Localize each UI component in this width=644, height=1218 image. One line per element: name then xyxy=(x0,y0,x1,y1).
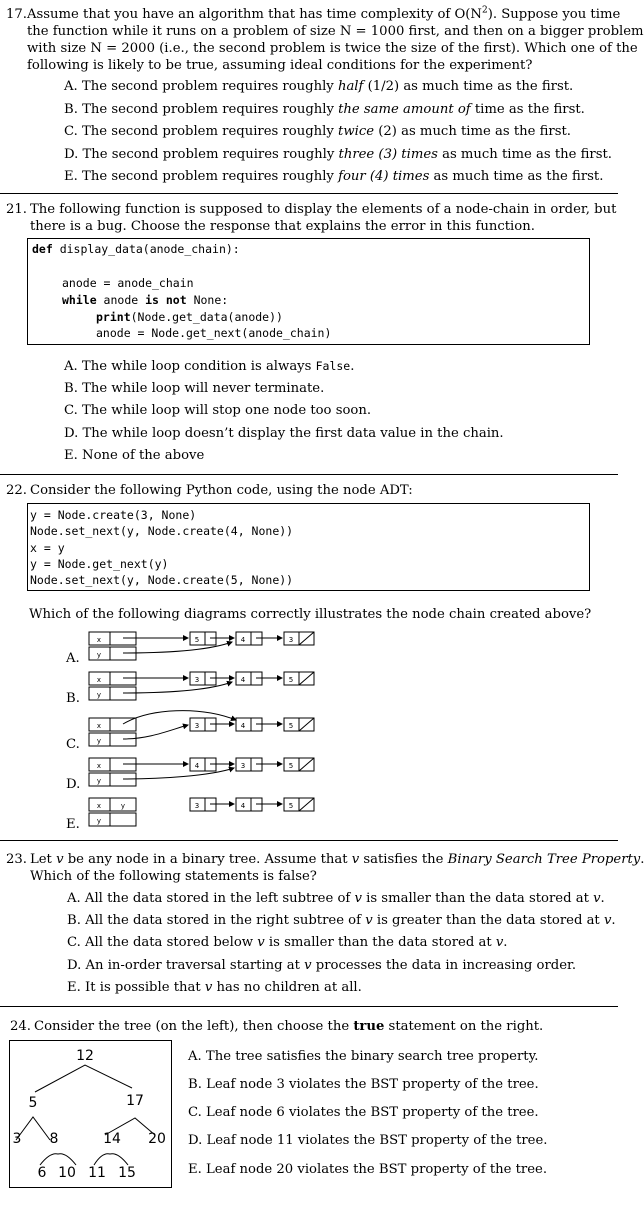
node-value: 5 xyxy=(288,802,294,810)
var-label: x xyxy=(96,636,102,644)
tree-node: 6 xyxy=(37,1165,47,1181)
diagram-b xyxy=(89,672,314,700)
question-17-number: 17. xyxy=(6,7,27,22)
binary-tree-diagram xyxy=(0,1040,180,1190)
node-value: 4 xyxy=(194,762,200,770)
q17-option-e[interactable]: E. The second problem requires roughly four (4) times as much time as the first. xyxy=(64,169,604,184)
divider xyxy=(0,1006,618,1007)
var-label: x xyxy=(96,722,102,730)
divider xyxy=(0,474,618,475)
diagram-e xyxy=(89,798,314,826)
diagram-c xyxy=(89,711,314,746)
q23-option-b[interactable]: B. All the data stored in the right subtree of v is greater than the data stored at v. xyxy=(67,913,616,928)
tree-node: 17 xyxy=(126,1093,144,1109)
code-line: anode = anode_chain xyxy=(62,276,194,290)
tree-node: 5 xyxy=(28,1095,38,1111)
code-block xyxy=(27,503,590,591)
q23-option-e[interactable]: E. It is possible that v has no children at all. xyxy=(67,980,362,995)
q17-option-b[interactable]: B. The second problem requires roughly the same amount of time as the first. xyxy=(64,102,585,117)
var-label: x xyxy=(96,676,102,684)
q24-option-a[interactable]: A. The tree satisfies the binary search tree property. xyxy=(188,1049,539,1064)
var-label: x xyxy=(96,802,102,810)
node-value: 4 xyxy=(240,676,246,684)
q24-option-d[interactable]: D. Leaf node 11 violates the BST property of the tree. xyxy=(188,1133,548,1148)
code-line: print(Node.get_data(anode)) xyxy=(96,310,283,324)
code-line: anode = Node.get_next(anode_chain) xyxy=(96,326,332,340)
var-label: y xyxy=(120,802,126,810)
code-line: while anode is not None: xyxy=(62,293,229,307)
q24-option-e[interactable]: E. Leaf node 20 violates the BST property of the tree. xyxy=(188,1162,548,1177)
node-value: 5 xyxy=(194,636,200,644)
question-23-number: 23. xyxy=(6,852,27,867)
divider xyxy=(0,840,618,841)
tree-node: 3 xyxy=(12,1131,22,1147)
diagram-d xyxy=(89,758,314,786)
q21-option-b[interactable]: B. The while loop will never terminate. xyxy=(64,381,325,396)
q23-option-c[interactable]: C. All the data stored below v is smaller than the data stored at v. xyxy=(67,935,508,950)
tree-node: 8 xyxy=(49,1131,59,1147)
var-label: y xyxy=(96,651,102,659)
node-value: 3 xyxy=(194,676,200,684)
code-line: y = Node.get_next(y) xyxy=(30,557,169,571)
code-line: def display_data(anode_chain): xyxy=(32,242,240,256)
q23-option-a[interactable]: A. All the data stored in the left subtree of v is smaller than the data stored at v. xyxy=(67,891,605,906)
q17-option-a[interactable]: A. The second problem requires roughly half (1/2) as much time as the first. xyxy=(64,79,574,94)
diagram-a xyxy=(89,632,314,660)
node-value: 5 xyxy=(288,722,294,730)
q22-option-c-label[interactable]: C. xyxy=(66,737,80,752)
q22-option-a-label[interactable]: A. xyxy=(66,651,80,666)
q21-option-e[interactable]: E. None of the above xyxy=(64,448,205,463)
code-line: Node.set_next(y, Node.create(5, None)) xyxy=(30,573,294,587)
node-value: 3 xyxy=(194,722,200,730)
q22-option-e-label[interactable]: E. xyxy=(66,817,80,832)
q22-option-b-label[interactable]: B. xyxy=(66,691,80,706)
tree-node: 10 xyxy=(58,1165,76,1181)
q23-option-d[interactable]: D. An in-order traversal starting at v processes the data in increasing order. xyxy=(67,958,577,973)
node-value: 3 xyxy=(240,762,246,770)
question-17-line-4: following is likely to be true, assuming ideal conditions for the experiment? xyxy=(27,58,533,73)
question-22-prompt: Which of the following diagrams correctly illustrates the node chain created above? xyxy=(29,607,592,622)
question-24-number: 24. xyxy=(10,1019,31,1034)
code-line: Node.set_next(y, Node.create(4, None)) xyxy=(30,524,294,538)
q17-option-d[interactable]: D. The second problem requires roughly three (3) times as much time as the first. xyxy=(64,147,612,162)
q22-option-d-label[interactable]: D. xyxy=(66,777,81,792)
q24-option-b[interactable]: B. Leaf node 3 violates the BST property of the tree. xyxy=(188,1077,539,1092)
question-22-number: 22. xyxy=(6,483,27,498)
question-21-number: 21. xyxy=(6,202,27,217)
node-value: 3 xyxy=(194,802,200,810)
q24-option-c[interactable]: C. Leaf node 6 violates the BST property of the tree. xyxy=(188,1105,539,1120)
var-label: x xyxy=(96,762,102,770)
var-label: y xyxy=(96,777,102,785)
var-label: y xyxy=(96,817,102,825)
tree-node: 15 xyxy=(118,1165,136,1181)
node-value: 5 xyxy=(288,762,294,770)
node-value: 5 xyxy=(288,676,294,684)
tree-node: 20 xyxy=(148,1131,166,1147)
node-value: 4 xyxy=(240,636,246,644)
question-21-line-2: there is a bug. Choose the response that explains the error in this function. xyxy=(30,219,535,234)
question-17-line-2: the function while it runs on a problem of size N = 1000 first, and then on a bigger problem xyxy=(27,24,644,39)
code-line: y = Node.create(3, None) xyxy=(30,508,197,522)
code-block xyxy=(27,238,590,345)
tree-node: 12 xyxy=(76,1048,94,1064)
question-21-line-1: The following function is supposed to display the elements of a node-chain in order, but xyxy=(30,202,617,217)
var-label: y xyxy=(96,691,102,699)
question-17-line-1: Assume that you have an algorithm that has time complexity of $O(N^2)$. Suppose you time xyxy=(27,5,621,22)
node-value: 4 xyxy=(240,722,246,730)
tree-node: 11 xyxy=(88,1165,106,1181)
q21-option-a[interactable]: A. The while loop condition is always False. xyxy=(64,359,355,374)
question-24-line-1: Consider the tree (on the left), then choose the true statement on the right. xyxy=(34,1019,544,1034)
question-23-line-2: Which of the following statements is false? xyxy=(30,869,317,884)
q21-option-d[interactable]: D. The while loop doesn’t display the first data value in the chain. xyxy=(64,426,504,441)
tree-node: 14 xyxy=(103,1131,121,1147)
node-value: 3 xyxy=(288,636,294,644)
divider xyxy=(0,193,618,194)
question-22-line-1: Consider the following Python code, using the node ADT: xyxy=(30,483,413,498)
node-value: 4 xyxy=(240,802,246,810)
q17-option-c[interactable]: C. The second problem requires roughly twice (2) as much time as the first. xyxy=(64,124,571,139)
question-17-line-3: with size N = 2000 (i.e., the second problem is twice the size of the first). Which one of the xyxy=(27,41,638,56)
node-chain-diagrams xyxy=(0,620,618,835)
q21-option-c[interactable]: C. The while loop will stop one node too soon. xyxy=(64,403,372,418)
question-23-line-1: Let v be any node in a binary tree. Assume that v satisfies the Binary Search Tree Property xyxy=(30,852,641,867)
code-line: x = y xyxy=(30,541,65,555)
var-label: y xyxy=(96,737,102,745)
